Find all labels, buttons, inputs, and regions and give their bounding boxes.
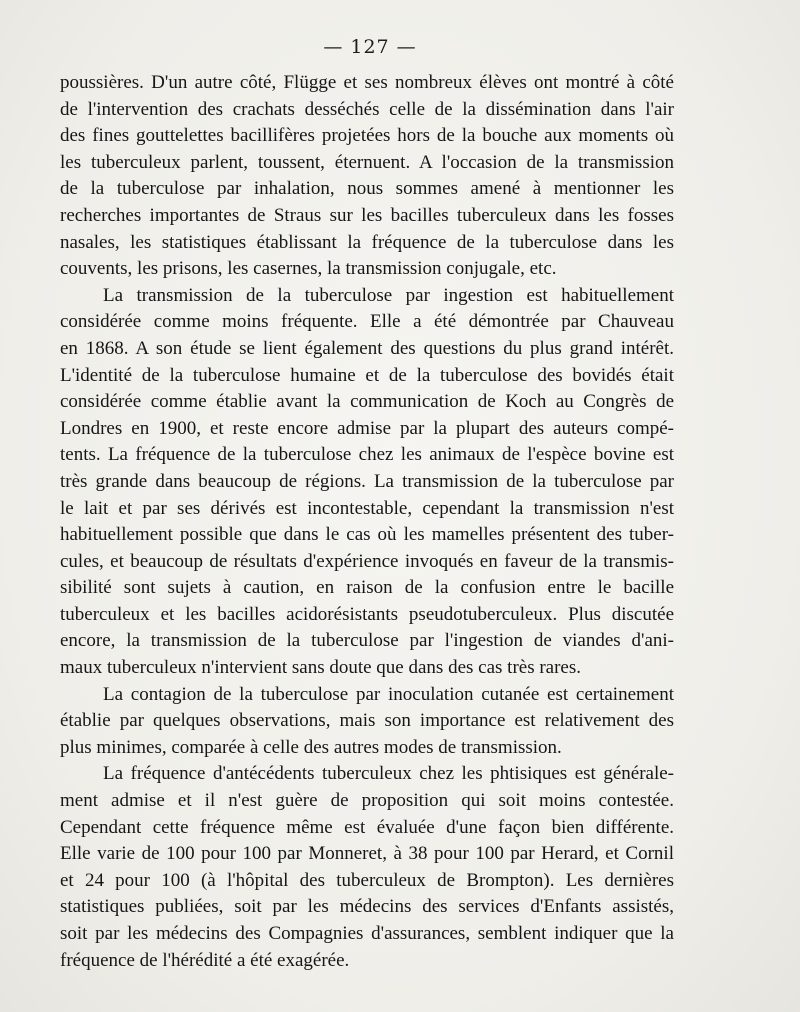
text-line: des fines gouttelettes bacillifères projetées hors de la bouche aux moments où [60,125,674,147]
text-line: soit par les médecins des Compagnies d'assurances, semblent indiquer que la [60,923,674,944]
text-line: maux tuberculeux n'intervient sans doute que dans des cas très rares. [60,657,582,679]
text-line: Londres en 1900, et reste encore admise par la plupart des auteurs compé- [60,417,674,439]
text-line: les tuberculeux parlent, toussent, éternuent. A l'occasion de la transmission [60,151,674,173]
text-line: couvents, les prisons, les casernes, la transmission conjugale, etc. [60,258,557,280]
text-line: Elle varie de 100 pour 100 par Monneret, à 38 pour 100 par Herard, et Cornil [60,843,674,865]
page-number: — 127 — [323,36,417,58]
text-line: considérée comme établie avant la communication de Koch au Congrès de [60,391,674,413]
body-text [60,70,674,974]
text-line: encore, la transmission de la tuberculose par l'ingestion de viandes d'ani- [60,630,674,652]
text-line: considérée comme moins fréquente. Elle a été démontrée par Chauveau [60,311,674,333]
text-line: cules, et beaucoup de résultats d'expérience invoqués en faveur de la transmis- [60,550,674,572]
text-line: La fréquence d'antécédents tuberculeux chez les phtisiques est générale- [103,763,674,785]
text-line: sibilité sont sujets à caution, en raison de la confusion entre le bacille [60,577,674,599]
text-line: tents. La fréquence de la tuberculose chez les animaux de l'espèce bovine est [60,444,674,466]
text-line: de l'intervention des crachats desséchés celle de la dissémination dans l'air [60,98,674,120]
text-line: en 1868. A son étude se lient également des questions du plus grand intérêt. [60,337,674,359]
text-line: nasales, les statistiques établissant la fréquence de la tuberculose dans les [60,231,674,253]
text-line: poussières. D'un autre côté, Flügge et ses nombreux élèves ont montré à côté [60,72,674,93]
text-line: ment admise et il n'est guère de proposition qui soit moins contestée. [60,790,674,812]
text-line: statistiques publiées, soit par les médecins des services d'Enfants assistés, [60,896,674,918]
text-line: recherches importantes de Straus sur les bacilles tuberculeux dans les fosses [60,204,674,226]
text-line: établie par quelques observations, mais son importance est relativement des [60,710,674,732]
text-line: très grande dans beaucoup de régions. La transmission de la tuberculose par [60,470,674,492]
text-line: de la tuberculose par inhalation, nous sommes amené à mentionner les [60,178,674,200]
text-line: et 24 pour 100 (à l'hôpital des tuberculeux de Brompton). Les dernières [60,869,674,891]
text-line: le lait et par ses dérivés est incontestable, cependant la transmission n'est [60,497,674,519]
text-line: Cependant cette fréquence même est évaluée d'une façon bien différente. [60,816,674,838]
text-line: habituellement possible que dans le cas où les mamelles présentent des tuber- [60,524,674,546]
text-line: fréquence de l'hérédité a été exagérée. [60,949,350,971]
text-line: L'identité de la tuberculose humaine et de la tuberculose des bovidés était [60,364,674,386]
text-line: plus minimes, comparée à celle des autres modes de transmission. [60,736,562,758]
text-line: La transmission de la tuberculose par ingestion est habituellement [103,284,674,306]
text-line: tuberculeux et les bacilles acidorésistants pseudotuberculeux. Plus discutée [60,603,674,625]
text-line: La contagion de la tuberculose par inoculation cutanée est certainement [103,683,674,705]
